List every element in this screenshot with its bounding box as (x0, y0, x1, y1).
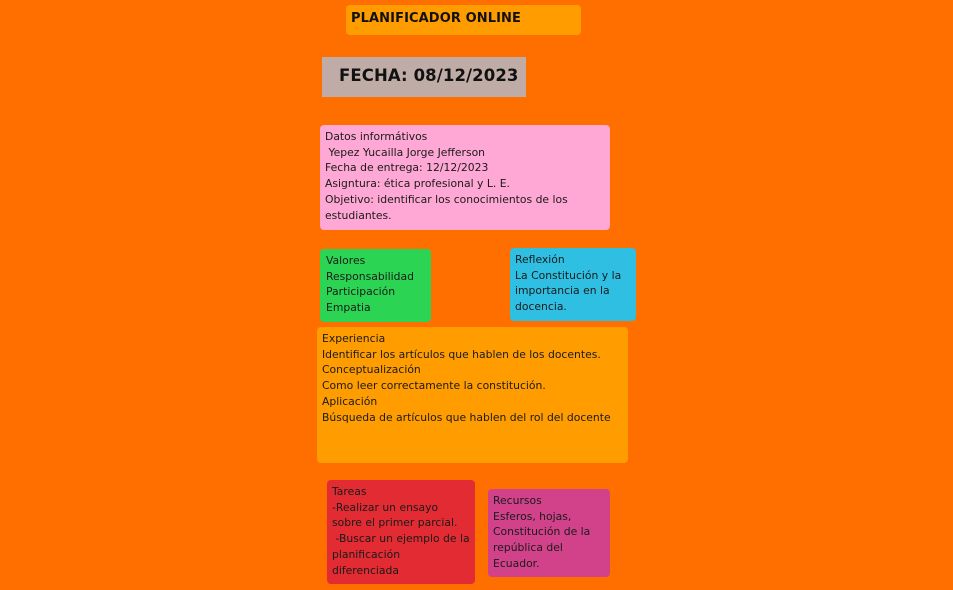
note-line-subject: Asigntura: ética profesional y L. E. (325, 177, 510, 191)
note-reflexion[interactable] (510, 248, 636, 321)
note-line-due-date: Fecha de entrega: 12/12/2023 (325, 161, 489, 175)
note-line: Empatia (326, 301, 371, 315)
note-heading: Datos informátivos (325, 130, 428, 143)
date-label: FECHA: 08/12/2023 (322, 57, 526, 97)
note-line-student-name: Yepez Yucailla Jorge Jefferson (325, 145, 486, 159)
note-line: Como leer correctamente la constitución. (322, 379, 546, 393)
note-heading: Valores (326, 254, 366, 267)
note-line-objective: Objetivo: identificar los conocimientos de los estudiantes. (325, 192, 572, 222)
note-line: Esferos, hojas, Constitución de la república del Ecuador. (493, 509, 594, 570)
note-heading: Tareas (332, 485, 367, 498)
note-line: La Constitución y la importancia en la docencia. (515, 268, 625, 314)
note-tareas[interactable] (327, 480, 475, 584)
note-line: -Buscar un ejemplo de la planificación diferenciada (332, 532, 474, 577)
note-line: Identificar los artículos que hablen de los docentes. Conceptualización (322, 347, 605, 377)
planner-title: PLANIFICADOR ONLINE (346, 5, 581, 35)
note-datos-informativos[interactable] (320, 125, 610, 230)
note-line: Búsqueda de artículos que hablen del rol del docente (322, 410, 611, 424)
note-heading: Recursos (493, 494, 542, 507)
note-valores[interactable] (320, 249, 431, 322)
note-line: -Realizar un ensayo sobre el primer parcial. (332, 500, 458, 530)
note-line: Participación (326, 285, 396, 299)
note-recursos[interactable] (488, 489, 610, 577)
note-subheading: Aplicación (322, 394, 378, 408)
note-line: Responsabilidad (326, 269, 415, 283)
note-experiencia[interactable] (317, 327, 628, 463)
note-heading: Reflexión (515, 253, 565, 266)
note-heading: Experiencia (322, 332, 386, 345)
